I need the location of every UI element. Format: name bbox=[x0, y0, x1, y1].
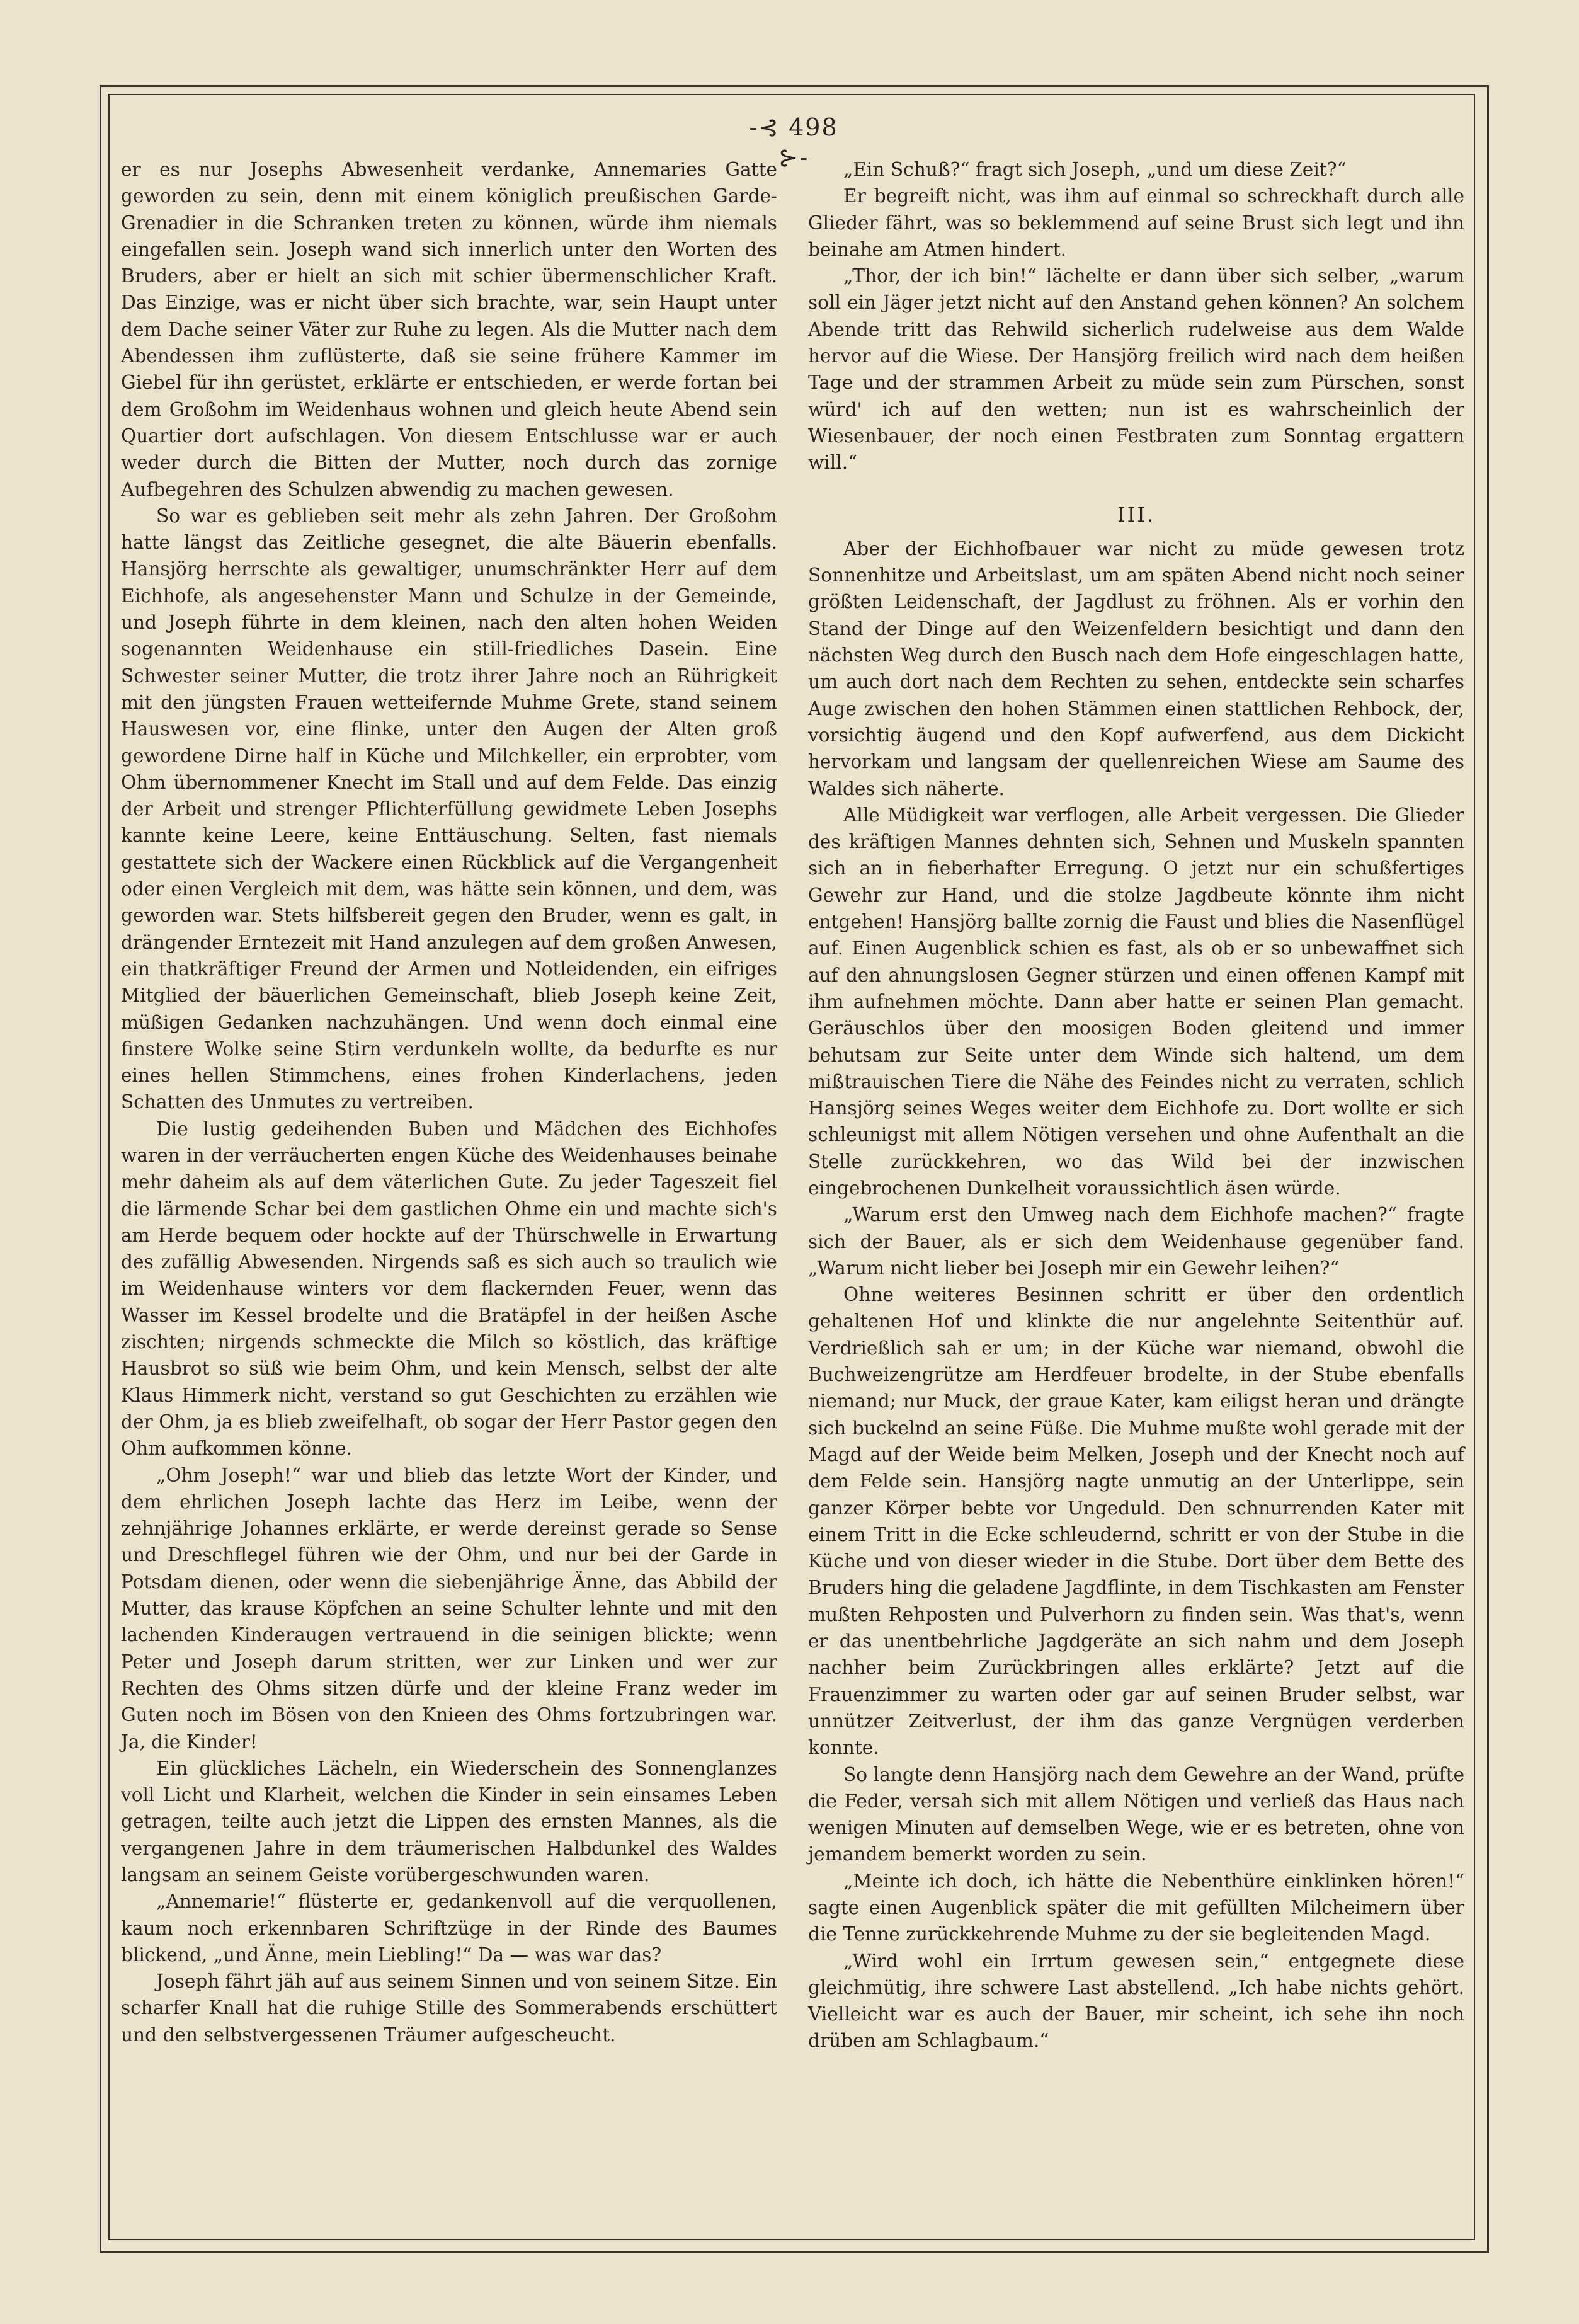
paragraph: Ein glückliches Lächeln, ein Wiederschein des Sonnenglanzes voll Licht und Klarheit, welchen die Kinder in sein einsames Leben getragen, teilte auch jetzt die Lippen des ernsten Mannes, als die vergangenen Jahre in dem träumerischen Halbdunkel des Waldes langsam an seinem Geiste vorübergeschwunden waren. bbox=[121, 1757, 777, 1886]
page-number-ornament-left: -⊰ bbox=[749, 113, 780, 141]
paragraph: „Wird wohl ein Irrtum gewesen sein,“ entgegnete diese gleichmütig, ihre schwere Last abstellend. „Ich habe nichts gehört. Vielleicht war es auch der Bauer, mir scheint, ich sehe ihn noch drüben am Schlagbaum.“ bbox=[808, 1950, 1464, 2052]
paragraph: Ohne weiteres Besinnen schritt er über den ordentlich gehaltenen Hof und klinkte die nur angelehnte Seitenthür auf. Verdrießlich sah er um; in der Küche war niemand, obwohl die Buchweizengrütze am Herdfeuer brodelte, in der Stube ebenfalls niemand; nur Muck, der graue Kater, kam eiligst heran und drängte sich buckelnd an seine Füße. Die Muhme mußte wohl gerade mit der Magd auf der Weide beim Melken, Joseph und der Knecht noch auf dem Felde sein. Hansjörg nagte unmutig an der Unterlippe, sein ganzer Körper bebte vor Ungeduld. Den schnurrenden Kater mit einem Tritt in die Ecke schleudernd, schritt er von der Stube in die Küche und von dieser wieder in die Stube. Dort über dem Bette des Bruders hing die geladene Jagdflinte, in dem Tischkasten am Fenster mußten Rehposten und Pulverhorn zu finden sein. Was that's, wenn er das unentbehrliche Jagdgeräte an sich nahm und dem Joseph nachher beim Zurückbringen alles erklärte? Jetzt auf die Frauenzimmer zu warten oder gar auf seinen Bruder selbst, war unnützer Zeitverlust, der ihm das ganze Vergnügen verderben konnte. bbox=[808, 1284, 1464, 1759]
paragraph: „Meinte ich doch, ich hätte die Nebenthüre einklinken hören!“ sagte einen Augenblick später die mit gefüllten Milcheimern über die Tenne zurückkehrende Muhme zu der sie begleitenden Magd. bbox=[808, 1870, 1464, 1945]
page-number-value: 498 bbox=[789, 113, 838, 141]
paragraph: Er begreift nicht, was ihm auf einmal so schreckhaft durch alle Glieder fährt, was so beklemmend auf seine Brust sich legt und ihn beinahe am Atmen hindert. bbox=[808, 185, 1464, 260]
paragraph: „Ohm Joseph!“ war und blieb das letzte Wort der Kinder, und dem ehrlichen Joseph lachte das Herz im Leibe, wenn der zehnjährige Johannes erklärte, er werde dereinst gerade so Sense und Dreschflegel führen wie der Ohm, und nur bei der Garde in Potsdam dienen, oder wenn die siebenjährige Änne, das Abbild der Mutter, das krause Köpfchen an seine Schulter lehnte und mit den lachenden Kinderaugen vertrauend in die seinigen blickte; wenn Peter und Joseph darum stritten, wer zur Linken und wer zur Rechten des Ohms sitzen dürfe und der kleine Franz weder im Guten noch im Bösen von den Knieen des Ohms fortzubringen war. Ja, die Kinder! bbox=[121, 1464, 777, 1753]
paragraph: Die lustig gedeihenden Buben und Mädchen des Eichhofes waren in der verräucherten engen Küche des Weidenhauses beinahe mehr daheim als auf dem väterlichen Gute. Zu jeder Tageszeit fiel die lärmende Schar bei dem gastlichen Ohme ein und machte sich's am Herde bequem oder hockte auf der Thürschwelle in Erwartung des zufällig Abwesenden. Nirgends saß es sich auch so traulich wie im Weidenhause winters vor dem flackernden Feuer, wenn das Wasser im Kessel brodelte und die Bratäpfel in der heißen Asche zischten; nirgends schmeckte die Milch so köstlich, das kräftige Hausbrot so süß wie beim Ohm, und kein Mensch, selbst der alte Klaus Himmerk nicht, verstand so gut Geschichten zu erzählen wie der Ohm, ja es blieb zweifelhaft, ob sogar der Herr Pastor gegen den Ohm aufkommen könne. bbox=[121, 1118, 777, 1460]
paragraph: „Thor, der ich bin!“ lächelte er dann über sich selber, „warum soll ein Jäger jetzt nicht auf den Anstand gehen können? An solchem Abende tritt das Rehwild sicherlich rudelweise aus dem Walde hervor auf die Wiese. Der Hansjörg freilich wird nach dem heißen Tage und der strammen Arbeit zu müde sein zum Pürschen, sonst würd' ich auf den wetten; nun ist es wahrscheinlich der Wiesenbauer, der noch einen Festbraten zum Sonntag ergattern will.“ bbox=[808, 265, 1464, 474]
paragraph: Joseph fährt jäh auf aus seinem Sinnen und von seinem Sitze. Ein scharfer Knall hat die ruhige Stille des Sommerabends erschüttert und den selbstvergessenen Träumer aufgescheucht. bbox=[121, 1971, 777, 2046]
paragraph: „Annemarie!“ flüsterte er, gedankenvoll auf die verquollenen, kaum noch erkennbaren Schriftzüge in der Rinde des Baumes blickend, „und Änne, mein Liebling!“ Da — was war das? bbox=[121, 1891, 777, 1966]
left-column bbox=[121, 156, 777, 2048]
paragraph: er es nur Josephs Abwesenheit verdanke, Annemaries Gatte geworden zu sein, denn mit einem königlich preußischen Garde-Grenadier in die Schranken treten zu können, würde ihm niemals eingefallen sein. Joseph wand sich innerlich unter den Worten des Bruders, aber er hielt an sich mit schier übermenschlicher Kraft. Das Einzige, was er nicht über sich brachte, war, sein Haupt unter dem Dache seiner Väter zur Ruhe zu legen. Als die Mutter nach dem Abendessen ihm zuflüsterte, daß sie seine frühere Kammer im Giebel für ihn gerüstet, erklärte er entschieden, er werde fortan bei dem Großohm im Weidenhaus wohnen und gleich heute Abend sein Quartier dort aufschlagen. Von diesem Entschlusse war er auch weder durch die Bitten der Mutter, noch durch das zornige Aufbegehren des Schulzen abwendig zu machen gewesen. bbox=[121, 159, 777, 500]
page-number-ornament-right: ⊱- bbox=[778, 144, 809, 171]
paragraph: Aber der Eichhofbauer war nicht zu müde gewesen trotz Sonnenhitze und Arbeitslast, um am späten Abend nicht noch seiner größten Leidenschaft, der Jagdlust zu fröhnen. Als er vorhin den Stand der Dinge auf den Weizenfeldern besichtigt und dann den nächsten Weg durch den Busch nach dem Hofe eingeschlagen hatte, um auch dort nach dem Rechten zu sehen, entdeckte sein scharfes Auge zwischen den hohen Stämmen einen stattlichen Rehbock, der, vorsichtig äugend und den Kopf aufwerfend, aus dem Dickicht hervorkam und langsam der quellenreichen Wiese am Saume des Waldes sich näherte. bbox=[808, 537, 1464, 799]
paragraph: So war es geblieben seit mehr als zehn Jahren. Der Großohm hatte längst das Zeitliche gesegnet, die alte Bäuerin ebenfalls. Hansjörg herrschte als gewaltiger, unumschränkter Herr auf dem Eichhofe, als angesehenster Mann und Schulze in der Gemeinde, und Joseph führte in dem kleinen, nach den alten hohen Weiden sogenannten Weidenhause ein still-friedliches Dasein. Eine Schwester seiner Mutter, die trotz ihrer Jahre noch an Rührigkeit mit den jüngsten Frauen wetteifernde Muhme Grete, stand seinem Hauswesen vor, eine flinke, unter den Augen der Alten groß gewordene Dirne half in Küche und Milchkeller, ein erprobter, vom Ohm übernommener Knecht im Stall und auf dem Felde. Das einzig der Arbeit und strenger Pflichterfüllung gewidmete Leben Josephs kannte keine Leere, keine Enttäuschung. Selten, fast niemals gestattete sich der Wackere einen Rückblick auf die Vergangenheit oder einen Vergleich mit dem, was hätte sein können, und dem, was geworden war. Stets hilfsbereit gegen den Bruder, wenn es galt, in drängender Erntezeit mit Hand anzulegen auf dem großen Anwesen, ein thatkräftiger Freund der Armen und Notleidenden, ein eifriges Mitglied der bäuerlichen Gemeinschaft, blieb Joseph keine Zeit, müßigen Gedanken nachzuhängen. Und wenn doch einmal eine finstere Wolke seine Stirn verdunkeln wollte, da bedurfte es nur eines hellen Stimmchens, eines frohen Kinderlachens, jeden Schatten des Unmutes zu vertreiben. bbox=[121, 505, 777, 1113]
paragraph: Alle Müdigkeit war verflogen, alle Arbeit vergessen. Die Glieder des kräftigen Mannes dehnten sich, Sehnen und Muskeln spannten sich an in fieberhafter Erregung. O jetzt nur ein schußfertiges Gewehr zur Hand, und die stolze Jagdbeute könnte ihm nicht entgehen! Hansjörg ballte zornig die Faust und blies die Nasenflügel auf. Einen Augenblick schien es fast, als ob er so unbewaffnet sich auf den ahnungslosen Gegner stürzen und einen offenen Kampf mit ihm aufnehmen möchte. Dann aber hatte er seinen Plan gemacht. Geräuschlos über den moosigen Boden gleitend und immer behutsam zur Seite unter dem Winde sich haltend, um dem mißtrauischen Tiere die Nähe des Feindes nicht zu verraten, schlich Hansjörg seines Weges weiter dem Eichhofe zu. Dort wollte er sich schleunigst mit allem Nötigen versehen und ohne Aufenthalt an die Stelle zurückkehren, wo das Wild bei der inzwischen eingebrochenen Dunkelheit voraussichtlich äsen würde. bbox=[808, 804, 1464, 1199]
right-column bbox=[808, 156, 1464, 2054]
paragraph: So langte denn Hansjörg nach dem Gewehre an der Wand, prüfte die Feder, versah sich mit allem Nötigen und verließ das Haus nach wenigen Minuten auf demselben Wege, wie er es betreten, ohne von jemandem bemerkt worden zu sein. bbox=[808, 1763, 1464, 1865]
paragraph: „Ein Schuß?“ fragt sich Joseph, „und um diese Zeit?“ bbox=[843, 159, 1347, 180]
chapter-heading: III. bbox=[1117, 502, 1156, 527]
paragraph: „Warum erst den Umweg nach dem Eichhofe machen?“ fragte sich der Bauer, als er sich dem Weidenhause gegenüber fand. „Warum nicht lieber bei Joseph mir ein Gewehr leihen?“ bbox=[808, 1204, 1464, 1279]
